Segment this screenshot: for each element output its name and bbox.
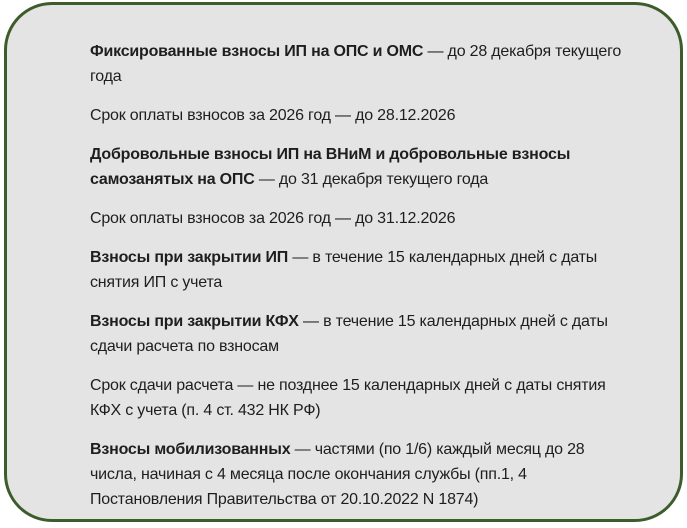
deadline-term: Взносы при закрытии КФХ bbox=[90, 313, 299, 330]
deadline-term: Фиксированные взносы ИП на ОПС и ОМС bbox=[90, 43, 424, 60]
deadline-detail: — частями (по 1/6) каждый месяц до 28 числа, начиная с 4 месяца после окончания службы (пп.1, 4 Постановления Правительства от 20.10.2022 N 1874) bbox=[90, 441, 585, 508]
deadline-paragraph-voluntary-contributions bbox=[90, 142, 633, 192]
deadline-paragraph-voluntary-payment-date bbox=[90, 206, 633, 231]
deadline-detail: Срок сдачи расчета — не позднее 15 календарных дней с даты снятия КФХ с учета (п. 4 ст. 432 НК РФ) bbox=[90, 377, 606, 419]
deadline-detail: — в течение 15 календарных дней с даты снятия ИП с учета bbox=[90, 249, 598, 291]
deadline-detail: — до 31 декабря текущего года bbox=[254, 171, 489, 188]
deadline-paragraph-ip-closure bbox=[90, 245, 633, 295]
deadline-detail: Срок оплаты взносов за 2026 год — до 31.12.2026 bbox=[90, 210, 456, 227]
deadline-paragraph-kfh-closure bbox=[90, 309, 633, 359]
deadline-paragraph-mobilized bbox=[90, 437, 633, 512]
deadline-paragraph-kfh-report-date bbox=[90, 373, 633, 423]
deadline-detail: — в течение 15 календарных дней с даты сдачи расчета по взносам bbox=[90, 313, 608, 355]
deadline-detail: — до 28 декабря текущего года bbox=[90, 43, 622, 85]
deadline-term: Взносы мобилизованных bbox=[90, 441, 291, 458]
contribution-deadlines-card bbox=[4, 2, 683, 522]
deadline-paragraph-fixed-payment-date bbox=[90, 103, 633, 128]
deadline-paragraph-fixed-contributions bbox=[90, 39, 633, 89]
deadline-detail: Срок оплаты взносов за 2026 год — до 28.12.2026 bbox=[90, 107, 456, 124]
deadline-term: Взносы при закрытии ИП bbox=[90, 249, 289, 266]
deadline-term: Добровольные взносы ИП на ВНиМ и добровольные взносы самозанятых на ОПС bbox=[90, 146, 571, 188]
